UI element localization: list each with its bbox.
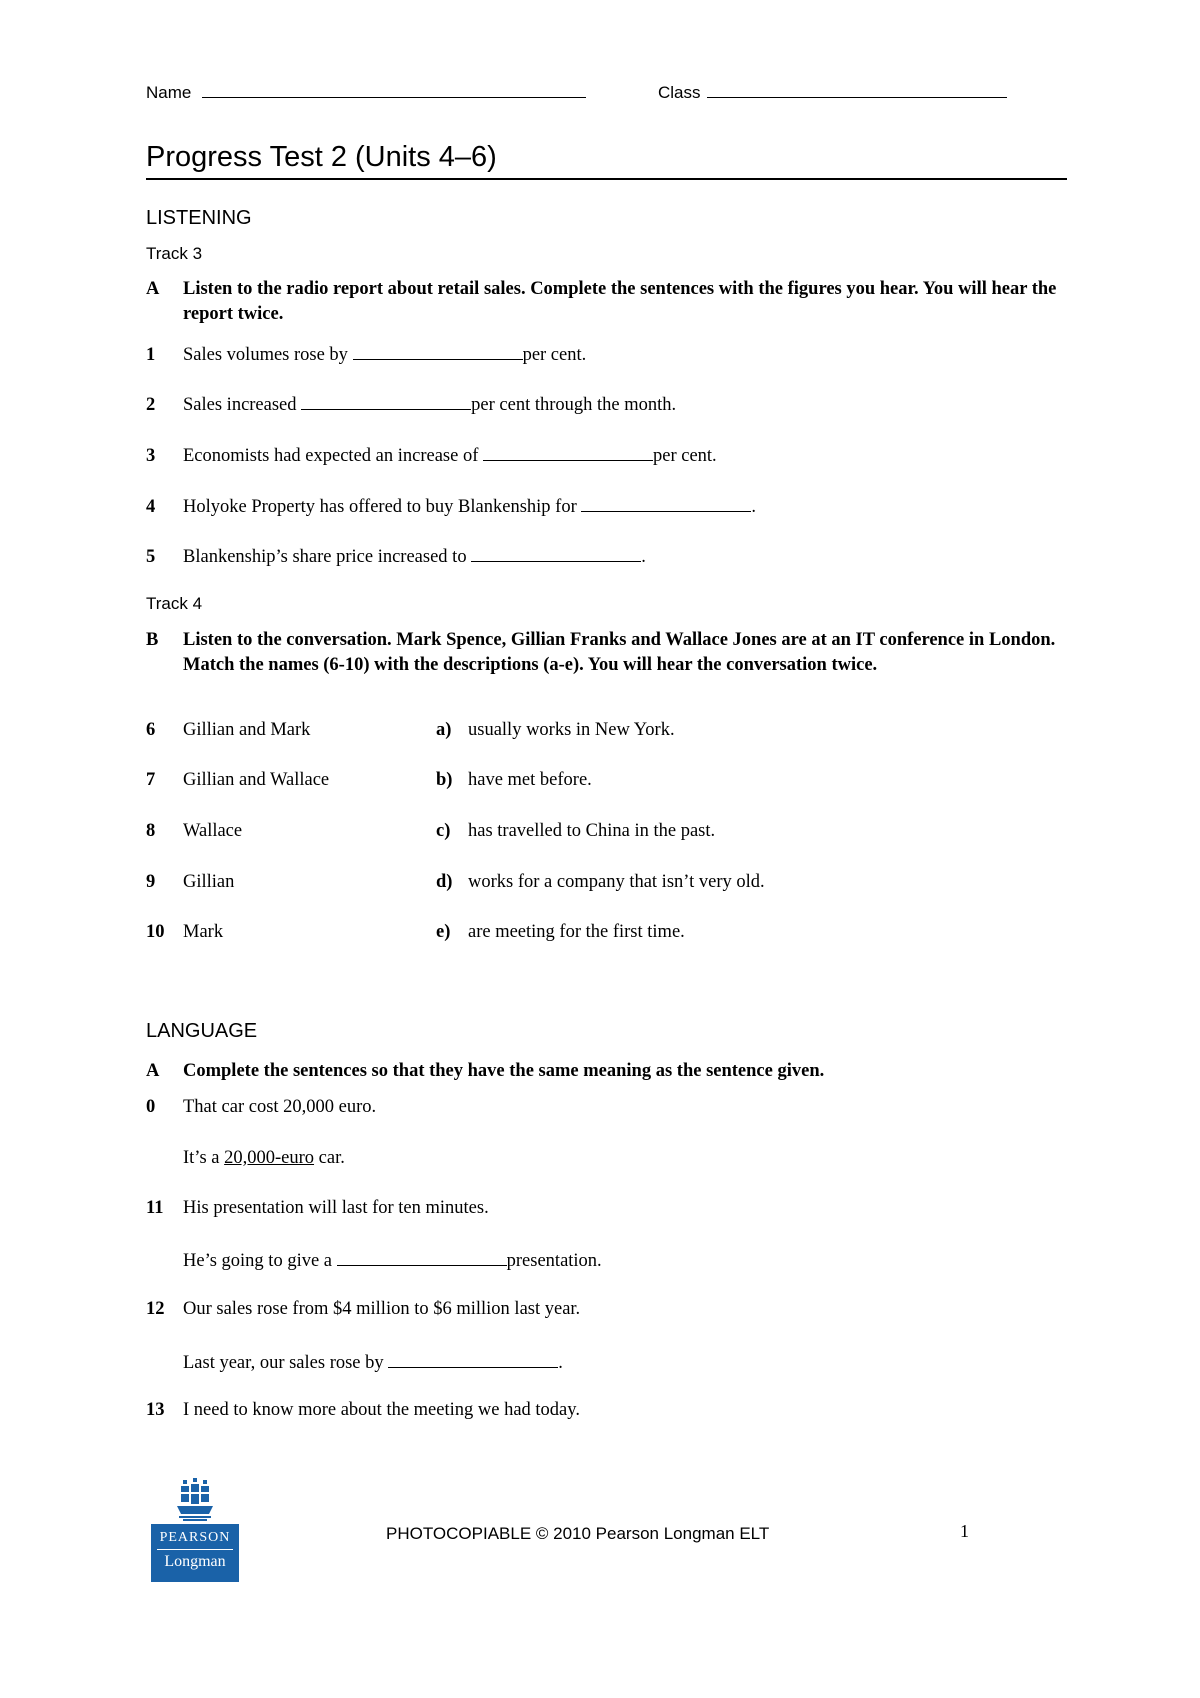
match-name-text: Wallace (183, 821, 243, 841)
sentence-text: Our sales rose from $4 million to $6 million last year. (183, 1299, 581, 1319)
match-description (436, 770, 592, 791)
match-name-text: Gillian (183, 872, 235, 892)
match-name-text: Mark (183, 922, 224, 942)
description-letter: e) (436, 922, 451, 942)
prompt-before: Last year, our sales rose by (183, 1353, 389, 1373)
item-number: 6 (146, 720, 156, 740)
listening-item (146, 544, 646, 568)
class-field (658, 83, 1007, 103)
listening-item (146, 443, 717, 467)
item-number: 12 (146, 1299, 165, 1319)
listening-item (146, 342, 586, 366)
logo-text-longman: Longman (164, 1553, 226, 1570)
item-text-after: . (641, 547, 646, 567)
match-name (146, 872, 234, 893)
prompt-after: car. (314, 1148, 345, 1168)
item-number: 2 (146, 395, 156, 415)
description-letter: c) (436, 821, 451, 841)
answer-blank[interactable] (388, 1350, 558, 1368)
footer-copyright: PHOTOCOPIABLE © 2010 Pearson Longman ELT (386, 1524, 770, 1543)
example-answer (183, 1148, 345, 1169)
track-4-label: Track 4 (146, 594, 203, 613)
answer-blank[interactable] (471, 544, 641, 562)
answer-blank[interactable] (337, 1248, 507, 1266)
sentence-text: His presentation will last for ten minutes. (183, 1198, 489, 1218)
item-number: 4 (146, 497, 156, 517)
answer-blank[interactable] (301, 392, 471, 410)
listening-item (146, 392, 676, 416)
item-number: 11 (146, 1198, 164, 1218)
description-letter: b) (436, 770, 453, 790)
page-number: 1 (960, 1521, 969, 1541)
class-line (707, 83, 1007, 98)
language-item (146, 1299, 580, 1320)
language-item (146, 1198, 489, 1219)
item-number: 13 (146, 1400, 165, 1420)
name-line (202, 83, 586, 98)
name-field (146, 83, 586, 103)
class-label: Class (658, 83, 701, 102)
match-name (146, 922, 223, 943)
listening-heading: LISTENING (146, 207, 252, 229)
instruction-letter: A (146, 279, 160, 299)
item-number: 0 (146, 1097, 156, 1117)
prompt-before: He’s going to give a (183, 1251, 337, 1271)
match-description (436, 872, 765, 893)
item-text-before: Economists had expected an increase of (183, 446, 483, 466)
language-heading: LANGUAGE (146, 1020, 258, 1042)
description-letter: a) (436, 720, 452, 740)
item-number: 9 (146, 872, 156, 892)
page-title: Progress Test 2 (Units 4–6) (146, 141, 497, 173)
item-text-before: Blankenship’s share price increased to (183, 547, 472, 567)
item-text-before: Sales increased (183, 395, 302, 415)
answer-blank[interactable] (483, 443, 653, 461)
item-number: 10 (146, 922, 165, 942)
instruction-text: Listen to the conversation. Mark Spence, Gillian Franks and Wallace Jones are at an IT conference in London. Match the names (6-10) with the descriptions (a-e). You will hear the conversation twice. (183, 630, 1056, 675)
instruction-letter: A (146, 1061, 160, 1081)
item-number: 5 (146, 547, 156, 567)
example-answer-text: 20,000-euro (224, 1148, 315, 1168)
track-3-label: Track 3 (146, 244, 203, 263)
item-text-after: per cent. (653, 446, 717, 466)
description-text: usually works in New York. (468, 720, 675, 740)
instruction-letter: B (146, 630, 159, 650)
match-description (436, 922, 685, 943)
logo-divider (157, 1549, 233, 1550)
match-name-text: Gillian and Wallace (183, 770, 330, 790)
instruction-text: Listen to the radio report about retail sales. Complete the sentences with the figures you hear. You will hear the report twice. (183, 279, 1057, 324)
match-name (146, 821, 242, 842)
item-text-before: Sales volumes rose by (183, 345, 353, 365)
ship-icon (175, 1474, 215, 1522)
prompt-before: It’s a (183, 1148, 225, 1168)
match-description (436, 720, 675, 741)
example-sentence (146, 1097, 376, 1118)
pearson-longman-logo (151, 1474, 239, 1582)
description-letter: d) (436, 872, 453, 892)
description-text: has travelled to China in the past. (468, 821, 716, 841)
description-text: works for a company that isn’t very old. (468, 872, 765, 892)
logo-box (151, 1524, 239, 1582)
item-text-after: per cent. (522, 345, 587, 365)
language-item (146, 1400, 580, 1421)
language-prompt (183, 1350, 563, 1374)
description-text: are meeting for the first time. (468, 922, 685, 942)
answer-blank[interactable] (581, 494, 751, 512)
match-name-text: Gillian and Mark (183, 720, 311, 740)
item-number: 7 (146, 770, 156, 790)
listening-item (146, 494, 756, 518)
name-label: Name (146, 83, 192, 102)
language-prompt (183, 1248, 602, 1272)
instruction-text: Complete the sentences so that they have the same meaning as the sentence given. (183, 1061, 825, 1081)
sentence-text: That car cost 20,000 euro. (183, 1097, 377, 1117)
match-name (146, 770, 329, 791)
item-number: 8 (146, 821, 156, 841)
item-text-after: . (751, 497, 756, 517)
title-rule (146, 178, 1067, 180)
prompt-after: presentation. (506, 1251, 602, 1271)
prompt-after: . (558, 1353, 563, 1373)
item-number: 1 (146, 345, 156, 365)
answer-blank[interactable] (353, 342, 523, 360)
item-number: 3 (146, 446, 156, 466)
item-text-after: per cent through the month. (471, 395, 677, 415)
description-text: have met before. (468, 770, 592, 790)
listening-instruction-a (146, 277, 1076, 327)
language-instruction-a (146, 1059, 1076, 1084)
match-name (146, 720, 310, 741)
item-text-before: Holyoke Property has offered to buy Blankenship for (183, 497, 582, 517)
logo-text-pearson: PEARSON (159, 1530, 231, 1545)
listening-instruction-b (146, 628, 1076, 678)
match-description (436, 821, 715, 842)
sentence-text: I need to know more about the meeting we had today. (183, 1400, 580, 1420)
